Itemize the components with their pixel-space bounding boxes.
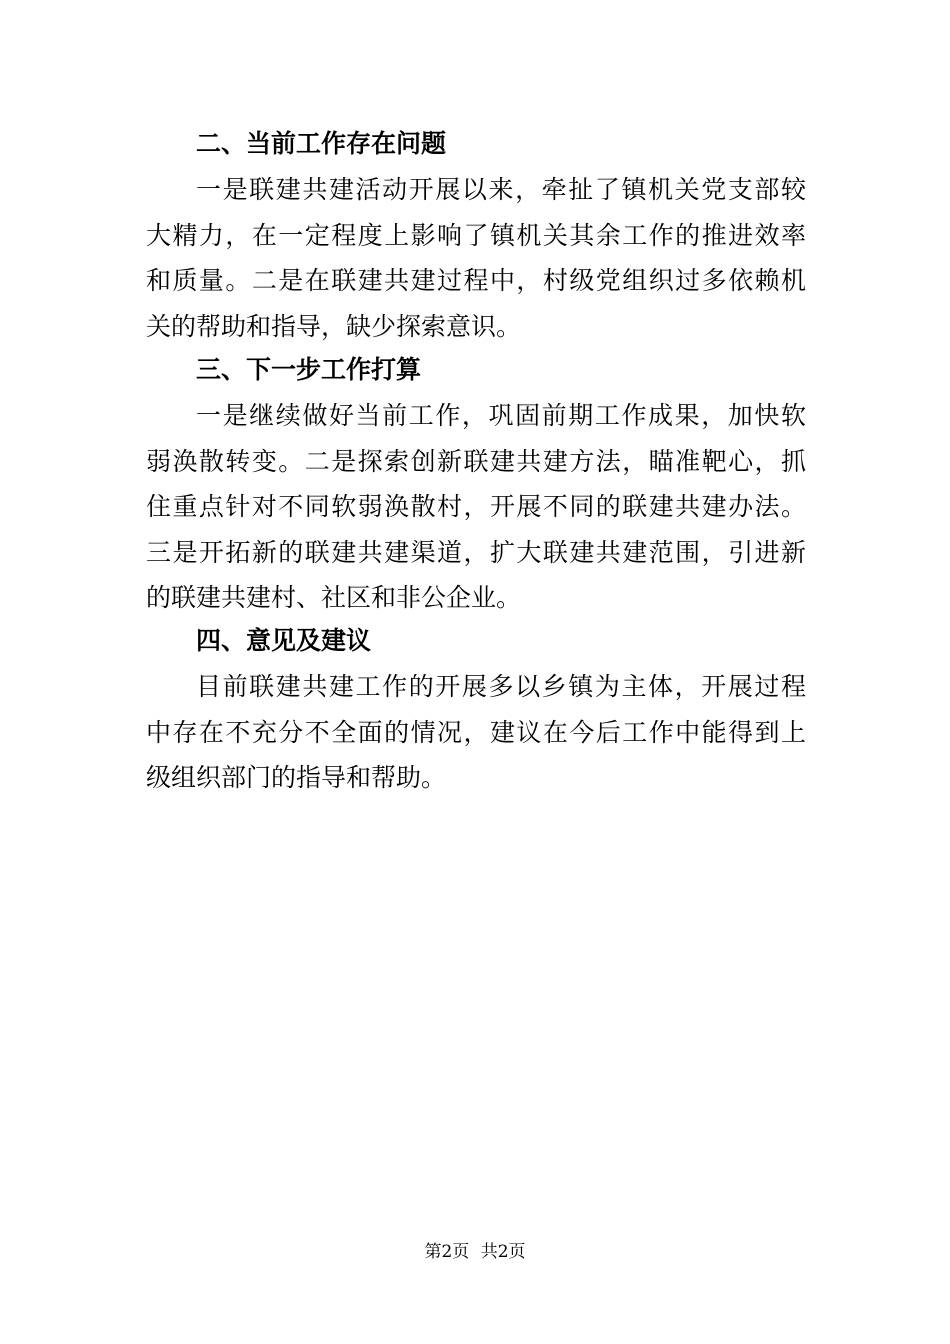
paragraph-line: 一是继续做好当前工作，巩固前期工作成果，加快软 xyxy=(196,401,806,430)
section-heading-2: 二、当前工作存在问题 xyxy=(196,129,447,158)
paragraph-line: 关的帮助和指导，缺少探索意识。 xyxy=(146,312,522,341)
paragraph-line: 弱涣散转变。二是探索创新联建共建方法，瞄准靶心，抓 xyxy=(146,447,806,476)
paragraph-line: 住重点针对不同软弱涣散村，开展不同的联建共建办法。 xyxy=(146,492,806,521)
page-footer xyxy=(0,1242,950,1262)
paragraph-line: 级组织部门的指导和帮助。 xyxy=(146,763,447,792)
page-total: 共2页 xyxy=(480,1242,526,1262)
paragraph-line: 中存在不充分不全面的情况，建议在今后工作中能得到上 xyxy=(146,718,806,747)
paragraph-line: 目前联建共建工作的开展多以乡镇为主体，开展过程 xyxy=(196,672,806,701)
section-heading-3: 三、下一步工作打算 xyxy=(196,355,422,384)
paragraph-line: 三是开拓新的联建共建渠道，扩大联建共建范围，引进新 xyxy=(146,538,806,567)
paragraph-line: 的联建共建村、社区和非公企业。 xyxy=(146,583,522,612)
section-heading-4: 四、意见及建议 xyxy=(196,626,372,655)
paragraph-line: 和质量。二是在联建共建过程中，村级党组织过多依赖机 xyxy=(146,266,806,295)
paragraph-line: 一是联建共建活动开展以来，牵扯了镇机关党支部较 xyxy=(196,175,806,204)
page-number: 第2页 xyxy=(424,1242,470,1262)
paragraph-line: 大精力，在一定程度上影响了镇机关其余工作的推进效率 xyxy=(146,221,806,250)
